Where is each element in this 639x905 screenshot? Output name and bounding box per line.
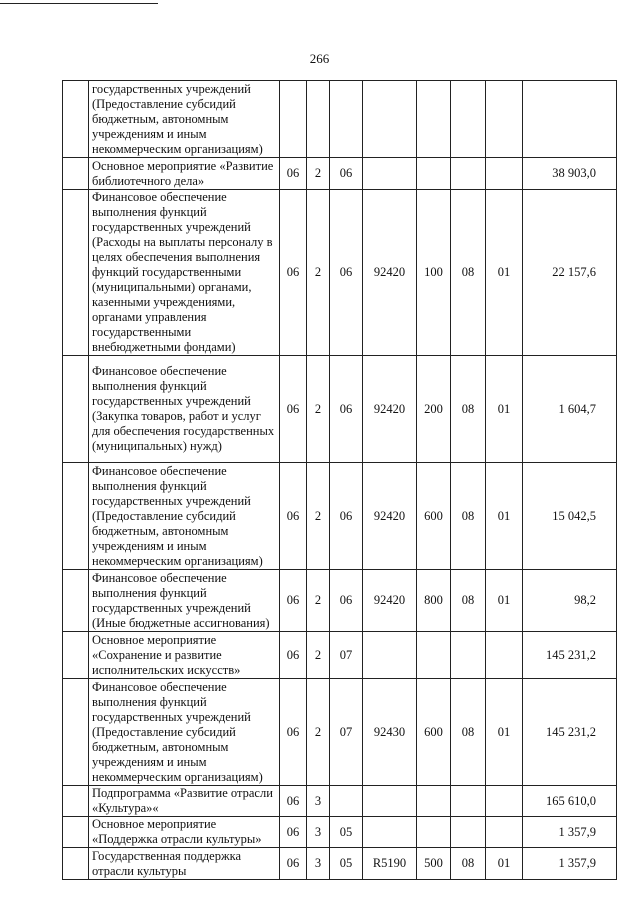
code-cell-1: 06 — [280, 786, 307, 817]
item-name-cell: Финансовое обеспечение выполнения функций государственных учреждений (Закупка товаров, работ и услуг для обеспечения государственных (муниципальных) нужд) — [89, 356, 280, 463]
code-cell-2 — [307, 81, 330, 158]
code-cell-5: 600 — [417, 679, 451, 786]
code-cell-4 — [363, 158, 417, 190]
code-cell-2: 3 — [307, 786, 330, 817]
code-cell-1 — [280, 81, 307, 158]
item-name-cell: Основное мероприятие «Развитие библиотечного дела» — [89, 158, 280, 190]
item-name-cell: Финансовое обеспечение выполнения функций государственных учреждений (Расходы на выплаты персоналу в целях обеспечения выполнения функций государственными (муниципальными) органами, казенными учреждениями, органами управления государственными внебюджетными фондами) — [89, 190, 280, 356]
table-row — [63, 463, 617, 570]
code-cell-4: 92420 — [363, 463, 417, 570]
blank-cell — [63, 848, 89, 880]
code-cell-2: 2 — [307, 570, 330, 632]
code-cell-4: 92430 — [363, 679, 417, 786]
blank-cell — [63, 463, 89, 570]
code-cell-6: 08 — [451, 463, 486, 570]
code-cell-5 — [417, 632, 451, 679]
code-cell-7 — [486, 158, 523, 190]
code-cell-7 — [486, 632, 523, 679]
code-cell-2: 3 — [307, 848, 330, 880]
item-name-cell: Основное мероприятие «Поддержка отрасли культуры» — [89, 817, 280, 848]
code-cell-2: 2 — [307, 158, 330, 190]
code-cell-6 — [451, 817, 486, 848]
code-cell-1: 06 — [280, 190, 307, 356]
item-name-cell: Государственная поддержка отрасли культуры — [89, 848, 280, 880]
table-row — [63, 679, 617, 786]
amount-cell: 165 610,0 — [523, 786, 617, 817]
code-cell-7: 01 — [486, 190, 523, 356]
code-cell-6: 08 — [451, 356, 486, 463]
code-cell-7: 01 — [486, 679, 523, 786]
code-cell-3: 06 — [330, 463, 363, 570]
blank-cell — [63, 570, 89, 632]
amount-cell: 145 231,2 — [523, 632, 617, 679]
item-name-cell: государственных учреждений (Предоставление субсидий бюджетным, автономным учреждениям и иным некоммерческим организациям) — [89, 81, 280, 158]
code-cell-2: 2 — [307, 356, 330, 463]
code-cell-4: 92420 — [363, 190, 417, 356]
code-cell-7 — [486, 817, 523, 848]
code-cell-4: R5190 — [363, 848, 417, 880]
blank-cell — [63, 158, 89, 190]
code-cell-3: 05 — [330, 848, 363, 880]
code-cell-6: 08 — [451, 190, 486, 356]
code-cell-3: 06 — [330, 570, 363, 632]
code-cell-5: 500 — [417, 848, 451, 880]
code-cell-6 — [451, 632, 486, 679]
code-cell-6 — [451, 158, 486, 190]
blank-cell — [63, 190, 89, 356]
amount-cell: 1 604,7 — [523, 356, 617, 463]
item-name-cell: Финансовое обеспечение выполнения функций государственных учреждений (Иные бюджетные ассигнования) — [89, 570, 280, 632]
code-cell-5 — [417, 786, 451, 817]
amount-cell: 22 157,6 — [523, 190, 617, 356]
budget-table — [62, 80, 617, 880]
code-cell-5 — [417, 817, 451, 848]
blank-cell — [63, 632, 89, 679]
amount-cell: 1 357,9 — [523, 848, 617, 880]
code-cell-3: 06 — [330, 158, 363, 190]
code-cell-5 — [417, 158, 451, 190]
code-cell-3: 07 — [330, 679, 363, 786]
code-cell-4 — [363, 786, 417, 817]
code-cell-3: 05 — [330, 817, 363, 848]
amount-cell: 145 231,2 — [523, 679, 617, 786]
code-cell-2: 2 — [307, 679, 330, 786]
code-cell-1: 06 — [280, 632, 307, 679]
amount-cell — [523, 81, 617, 158]
blank-cell — [63, 81, 89, 158]
code-cell-6: 08 — [451, 679, 486, 786]
code-cell-7: 01 — [486, 848, 523, 880]
code-cell-4 — [363, 817, 417, 848]
code-cell-6 — [451, 786, 486, 817]
code-cell-5: 600 — [417, 463, 451, 570]
page-number: 266 — [309, 51, 330, 66]
code-cell-3: 06 — [330, 190, 363, 356]
code-cell-7 — [486, 786, 523, 817]
code-cell-3: 07 — [330, 632, 363, 679]
table-row — [63, 356, 617, 463]
code-cell-7: 01 — [486, 356, 523, 463]
code-cell-2: 3 — [307, 817, 330, 848]
code-cell-1: 06 — [280, 463, 307, 570]
code-cell-3 — [330, 81, 363, 158]
code-cell-1: 06 — [280, 848, 307, 880]
code-cell-1: 06 — [280, 356, 307, 463]
code-cell-1: 06 — [280, 679, 307, 786]
table-row — [63, 570, 617, 632]
table-row — [63, 158, 617, 190]
code-cell-2: 2 — [307, 190, 330, 356]
item-name-cell: Финансовое обеспечение выполнения функций государственных учреждений (Предоставление субсидий бюджетным, автономным учреждениям и иным некоммерческим организациям) — [89, 463, 280, 570]
code-cell-6 — [451, 81, 486, 158]
item-name-cell: Финансовое обеспечение выполнения функций государственных учреждений (Предоставление субсидий бюджетным, автономным учреждениям и иным некоммерческим организациям) — [89, 679, 280, 786]
code-cell-5: 800 — [417, 570, 451, 632]
table-row — [63, 848, 617, 880]
blank-cell — [63, 817, 89, 848]
code-cell-6: 08 — [451, 848, 486, 880]
amount-cell: 38 903,0 — [523, 158, 617, 190]
blank-cell — [63, 356, 89, 463]
code-cell-4 — [363, 632, 417, 679]
code-cell-5 — [417, 81, 451, 158]
table-row — [63, 81, 617, 158]
code-cell-2: 2 — [307, 632, 330, 679]
item-name-cell: Подпрограмма «Развитие отрасли «Культура»« — [89, 786, 280, 817]
code-cell-1: 06 — [280, 817, 307, 848]
code-cell-5: 200 — [417, 356, 451, 463]
code-cell-4: 92420 — [363, 356, 417, 463]
top-rule — [0, 3, 158, 4]
code-cell-3 — [330, 786, 363, 817]
item-name-cell: Основное мероприятие «Сохранение и развитие исполнительских искусств» — [89, 632, 280, 679]
blank-cell — [63, 786, 89, 817]
code-cell-5: 100 — [417, 190, 451, 356]
table-row — [63, 632, 617, 679]
amount-cell: 98,2 — [523, 570, 617, 632]
code-cell-4: 92420 — [363, 570, 417, 632]
table-row — [63, 190, 617, 356]
code-cell-4 — [363, 81, 417, 158]
code-cell-1: 06 — [280, 158, 307, 190]
code-cell-2: 2 — [307, 463, 330, 570]
code-cell-6: 08 — [451, 570, 486, 632]
code-cell-7: 01 — [486, 463, 523, 570]
table-row — [63, 786, 617, 817]
blank-cell — [63, 679, 89, 786]
code-cell-7 — [486, 81, 523, 158]
code-cell-3: 06 — [330, 356, 363, 463]
table-row — [63, 817, 617, 848]
amount-cell: 15 042,5 — [523, 463, 617, 570]
code-cell-7: 01 — [486, 570, 523, 632]
code-cell-1: 06 — [280, 570, 307, 632]
amount-cell: 1 357,9 — [523, 817, 617, 848]
